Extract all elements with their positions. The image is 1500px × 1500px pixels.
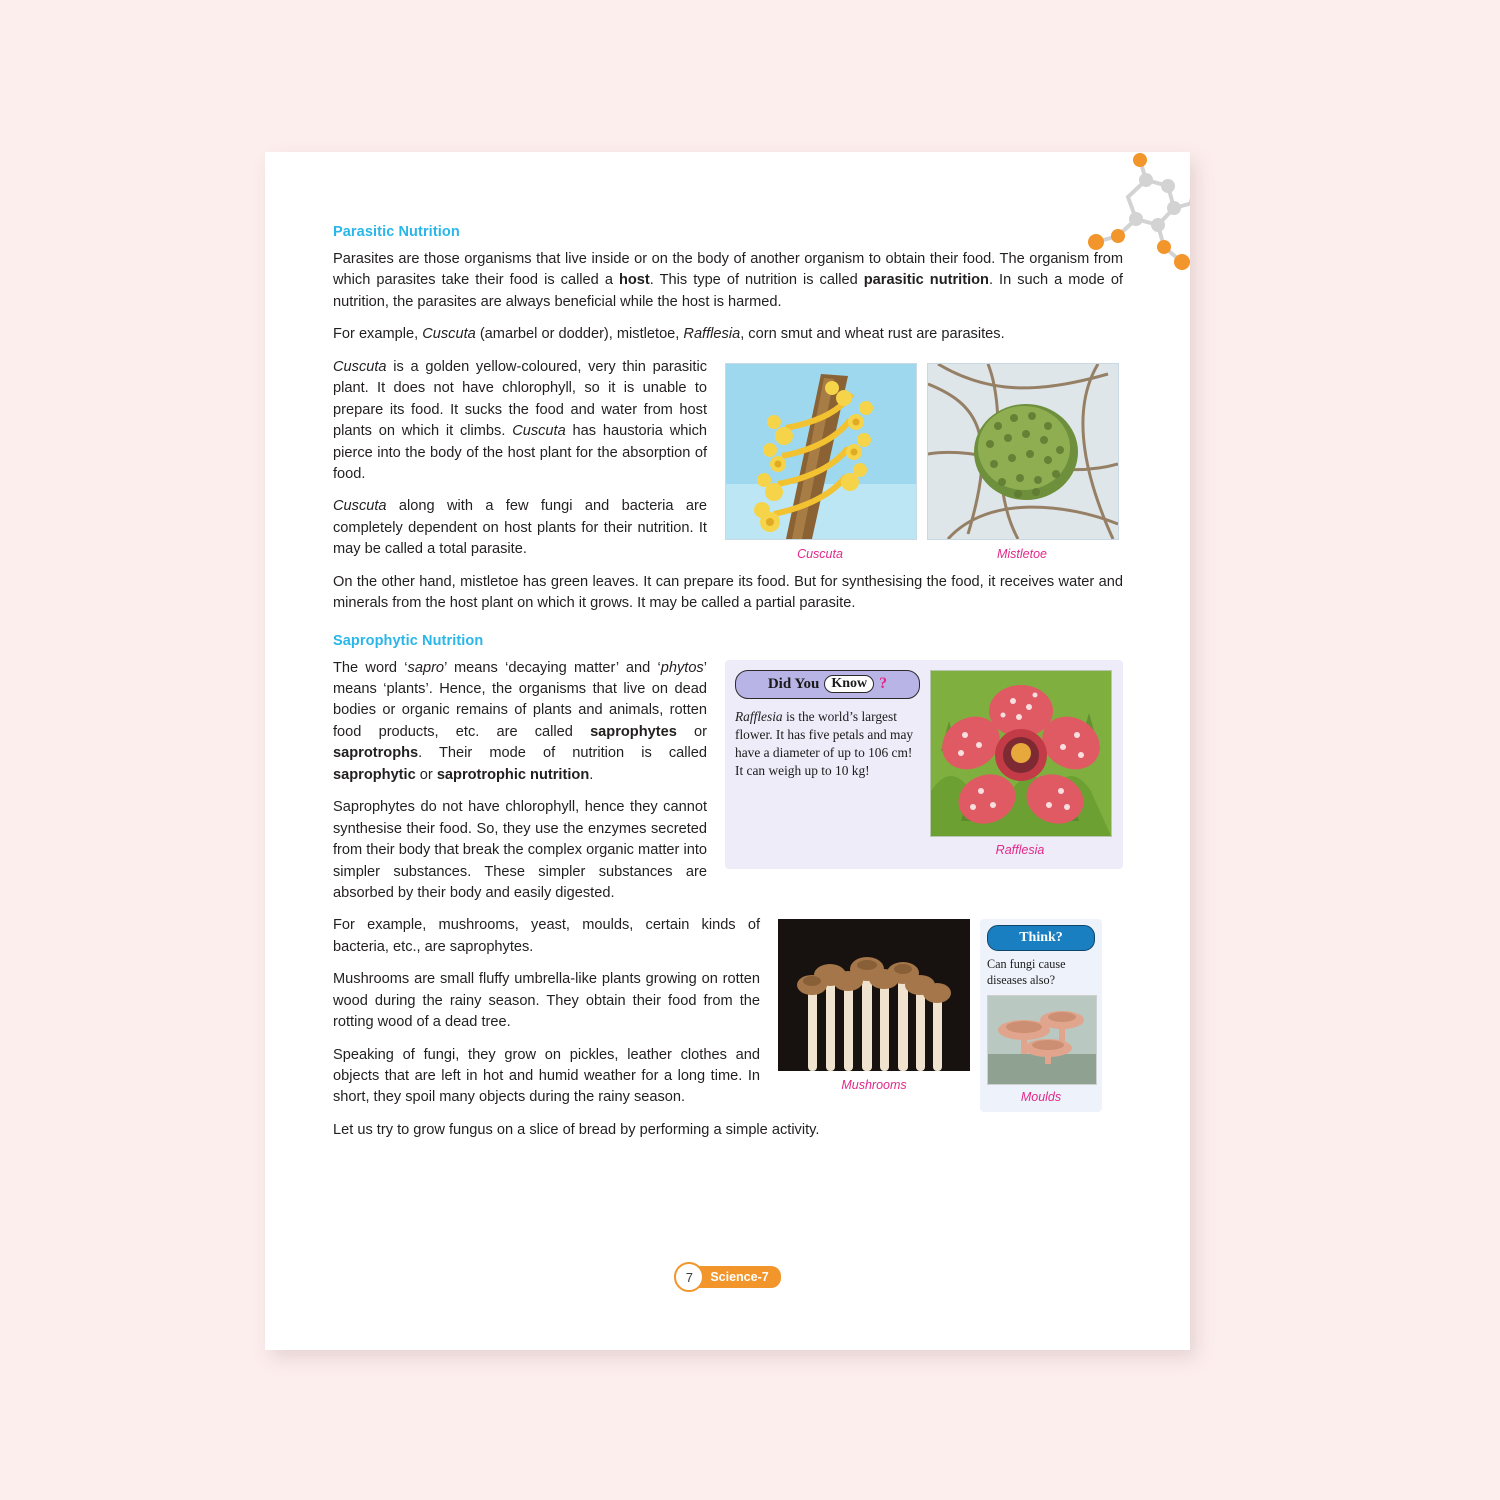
figure-mistletoe — [927, 363, 1117, 561]
did-you-know-text: Rafflesia is the world’s largest flower. It has five petals and may have a diameter of up to 106 cm! It can weigh up to 10 kg! — [735, 708, 914, 778]
paragraph-fungi-objects: Speaking of fungi, they grow on pickles, leather clothes and objects that are left in hot and humid weather for a long time. In short, they spoil many objects during the rainy season. — [333, 1046, 760, 1106]
mistletoe-caption: Mistletoe — [996, 546, 1048, 561]
did-you-know-banner-label: Did You — [767, 675, 820, 692]
paragraph-sapro-enzymes: Saprophytes do not have chlorophyll, hence they cannot synthesise their food. So, they use the enzymes secreted from their body that break the complex organic matter into simpler substances. These simpler substances are absorbed by their body and easily digested. — [333, 799, 707, 901]
page-content — [333, 224, 1123, 1152]
moulds-image — [987, 995, 1097, 1085]
figure-group-fungi — [778, 919, 1123, 1111]
paragraph-activity-intro: Let us try to grow fungus on a slice of bread by performing a simple activity. — [333, 1121, 820, 1138]
section-heading-parasitic: Parasitic Nutrition — [333, 224, 460, 240]
footer-badge — [674, 1262, 780, 1292]
cuscuta-caption: Cuscuta — [797, 546, 843, 561]
did-you-know-question-mark: ? — [879, 675, 888, 693]
paragraph-parasite-examples: For example, Cuscuta (amarbel or dodder), mistletoe, Rafflesia, corn smut and wheat rust are parasites. — [333, 326, 1005, 343]
paragraph-partial-parasite: On the other hand, mistletoe has green leaves. It can prepare its food. But for synthesising the food, it receives water and minerals from the host plant on which it grows. It may be called a partial parasite. — [333, 573, 1123, 612]
cuscuta-image — [725, 363, 917, 540]
section-heading-saprophytic: Saprophytic Nutrition — [333, 632, 484, 649]
did-you-know-right — [930, 670, 1110, 857]
rafflesia-image — [930, 670, 1112, 837]
page-footer — [265, 1262, 1190, 1292]
rafflesia-caption: Rafflesia — [995, 842, 1045, 857]
did-you-know-banner — [735, 670, 920, 699]
mushrooms-image — [778, 919, 970, 1071]
book-label: Science-7 — [694, 1266, 780, 1288]
did-you-know-banner-know: Know — [824, 675, 874, 693]
figure-group-parasites — [725, 363, 1123, 561]
paragraph-total-parasite: Cuscuta along with a few fungi and bacteria are completely dependent on host plants for their nutrition. It may be called a total parasite. — [333, 498, 707, 558]
page-number: 7 — [674, 1262, 704, 1292]
figure-cuscuta — [725, 363, 915, 561]
moulds-caption: Moulds — [1020, 1089, 1062, 1104]
think-box — [980, 919, 1102, 1111]
paragraph-mushrooms: Mushrooms are small fluffy umbrella-like plants growing on rotten wood during the rainy season. They obtain their food from the rotting wood of a dead tree. — [333, 971, 760, 1031]
paragraph-sapro-definition: The word ‘sapro’ means ‘decaying matter’ and ‘phytos’ means ‘plants’. Hence, the organisms that live on dead bodies or organic remains of plants and animals, rotten food products, etc. are called saprophytes or saprotrophs. Their mode of nutrition is called saprophytic or saprotrophic nutrition. — [333, 659, 707, 783]
did-you-know-left — [735, 670, 920, 857]
textbook-page — [265, 152, 1190, 1350]
think-banner: Think? — [987, 925, 1095, 951]
did-you-know-box — [725, 660, 1123, 869]
paragraph-cuscuta-description: Cuscuta is a golden yellow-coloured, very thin parasitic plant. It does not have chlorophyll, so it is unable to prepare its food. It sucks the food and water from host plants on which it climbs. Cuscuta has haustoria which pierce into the body of the host plant for the absorption of food. — [333, 358, 708, 482]
figure-mushrooms — [778, 919, 970, 1111]
mushrooms-caption: Mushrooms — [841, 1078, 907, 1093]
paragraph-sapro-examples: For example, mushrooms, yeast, moulds, certain kinds of bacteria, etc., are saprophytes. — [333, 917, 760, 955]
paragraph-parasites-definition: Parasites are those organisms that live inside or on the body of another organism to obtain their food. The organism from which parasites take their food is called a host. This type of nutrition is called parasitic nutrition. In such a mode of nutrition, the parasites are always beneficial while the host is harmed. — [333, 251, 1123, 310]
mistletoe-image — [927, 363, 1119, 540]
think-question: Can fungi cause diseases also? — [987, 957, 1066, 987]
